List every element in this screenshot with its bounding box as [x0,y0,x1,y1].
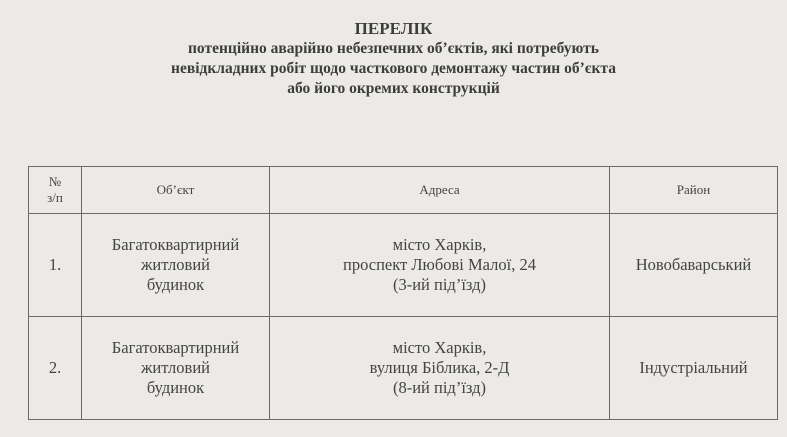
address-line: вулиця Біблика, 2-Д [369,358,510,377]
subtitle-line: або його окремих конструкцій [287,80,500,97]
header-object: Об’єкт [82,167,270,214]
subtitle-line: невідкладних робіт щодо часткового демонтажу частин об’єкта [171,60,616,77]
object-line: Багатоквартирний [111,235,240,254]
cell-address [270,317,610,420]
table-row [29,214,778,317]
subtitle-line: потенційно аварійно небезпечних об’єктів, які потребують [188,40,599,57]
objects-table [28,166,778,420]
cell-district: Індустріальний [610,317,778,420]
cell-object [82,214,270,317]
header-number-line: № [48,174,62,189]
address-line: місто Харків, [392,235,487,254]
document-title: ПЕРЕЛІК [354,19,433,38]
address-line: (3-ий під’їзд) [392,275,487,294]
cell-district: Новобаварський [610,214,778,317]
cell-number: 1. [29,214,82,317]
cell-address [270,214,610,317]
address-line: проспект Любові Малої, 24 [343,255,536,274]
table-header-row [29,167,778,214]
object-line: будинок [146,275,205,294]
header-number [29,167,82,214]
header-district: Район [610,167,778,214]
table-row [29,317,778,420]
address-line: (8-ий під’їзд) [392,378,487,397]
header-address: Адреса [270,167,610,214]
cell-object [82,317,270,420]
object-line: житловий [141,255,210,274]
object-line: Багатоквартирний [111,338,240,357]
object-line: будинок [146,378,205,397]
address-line: місто Харків, [392,338,487,357]
object-line: житловий [141,358,210,377]
header-number-line: з/п [47,190,63,205]
cell-number: 2. [29,317,82,420]
